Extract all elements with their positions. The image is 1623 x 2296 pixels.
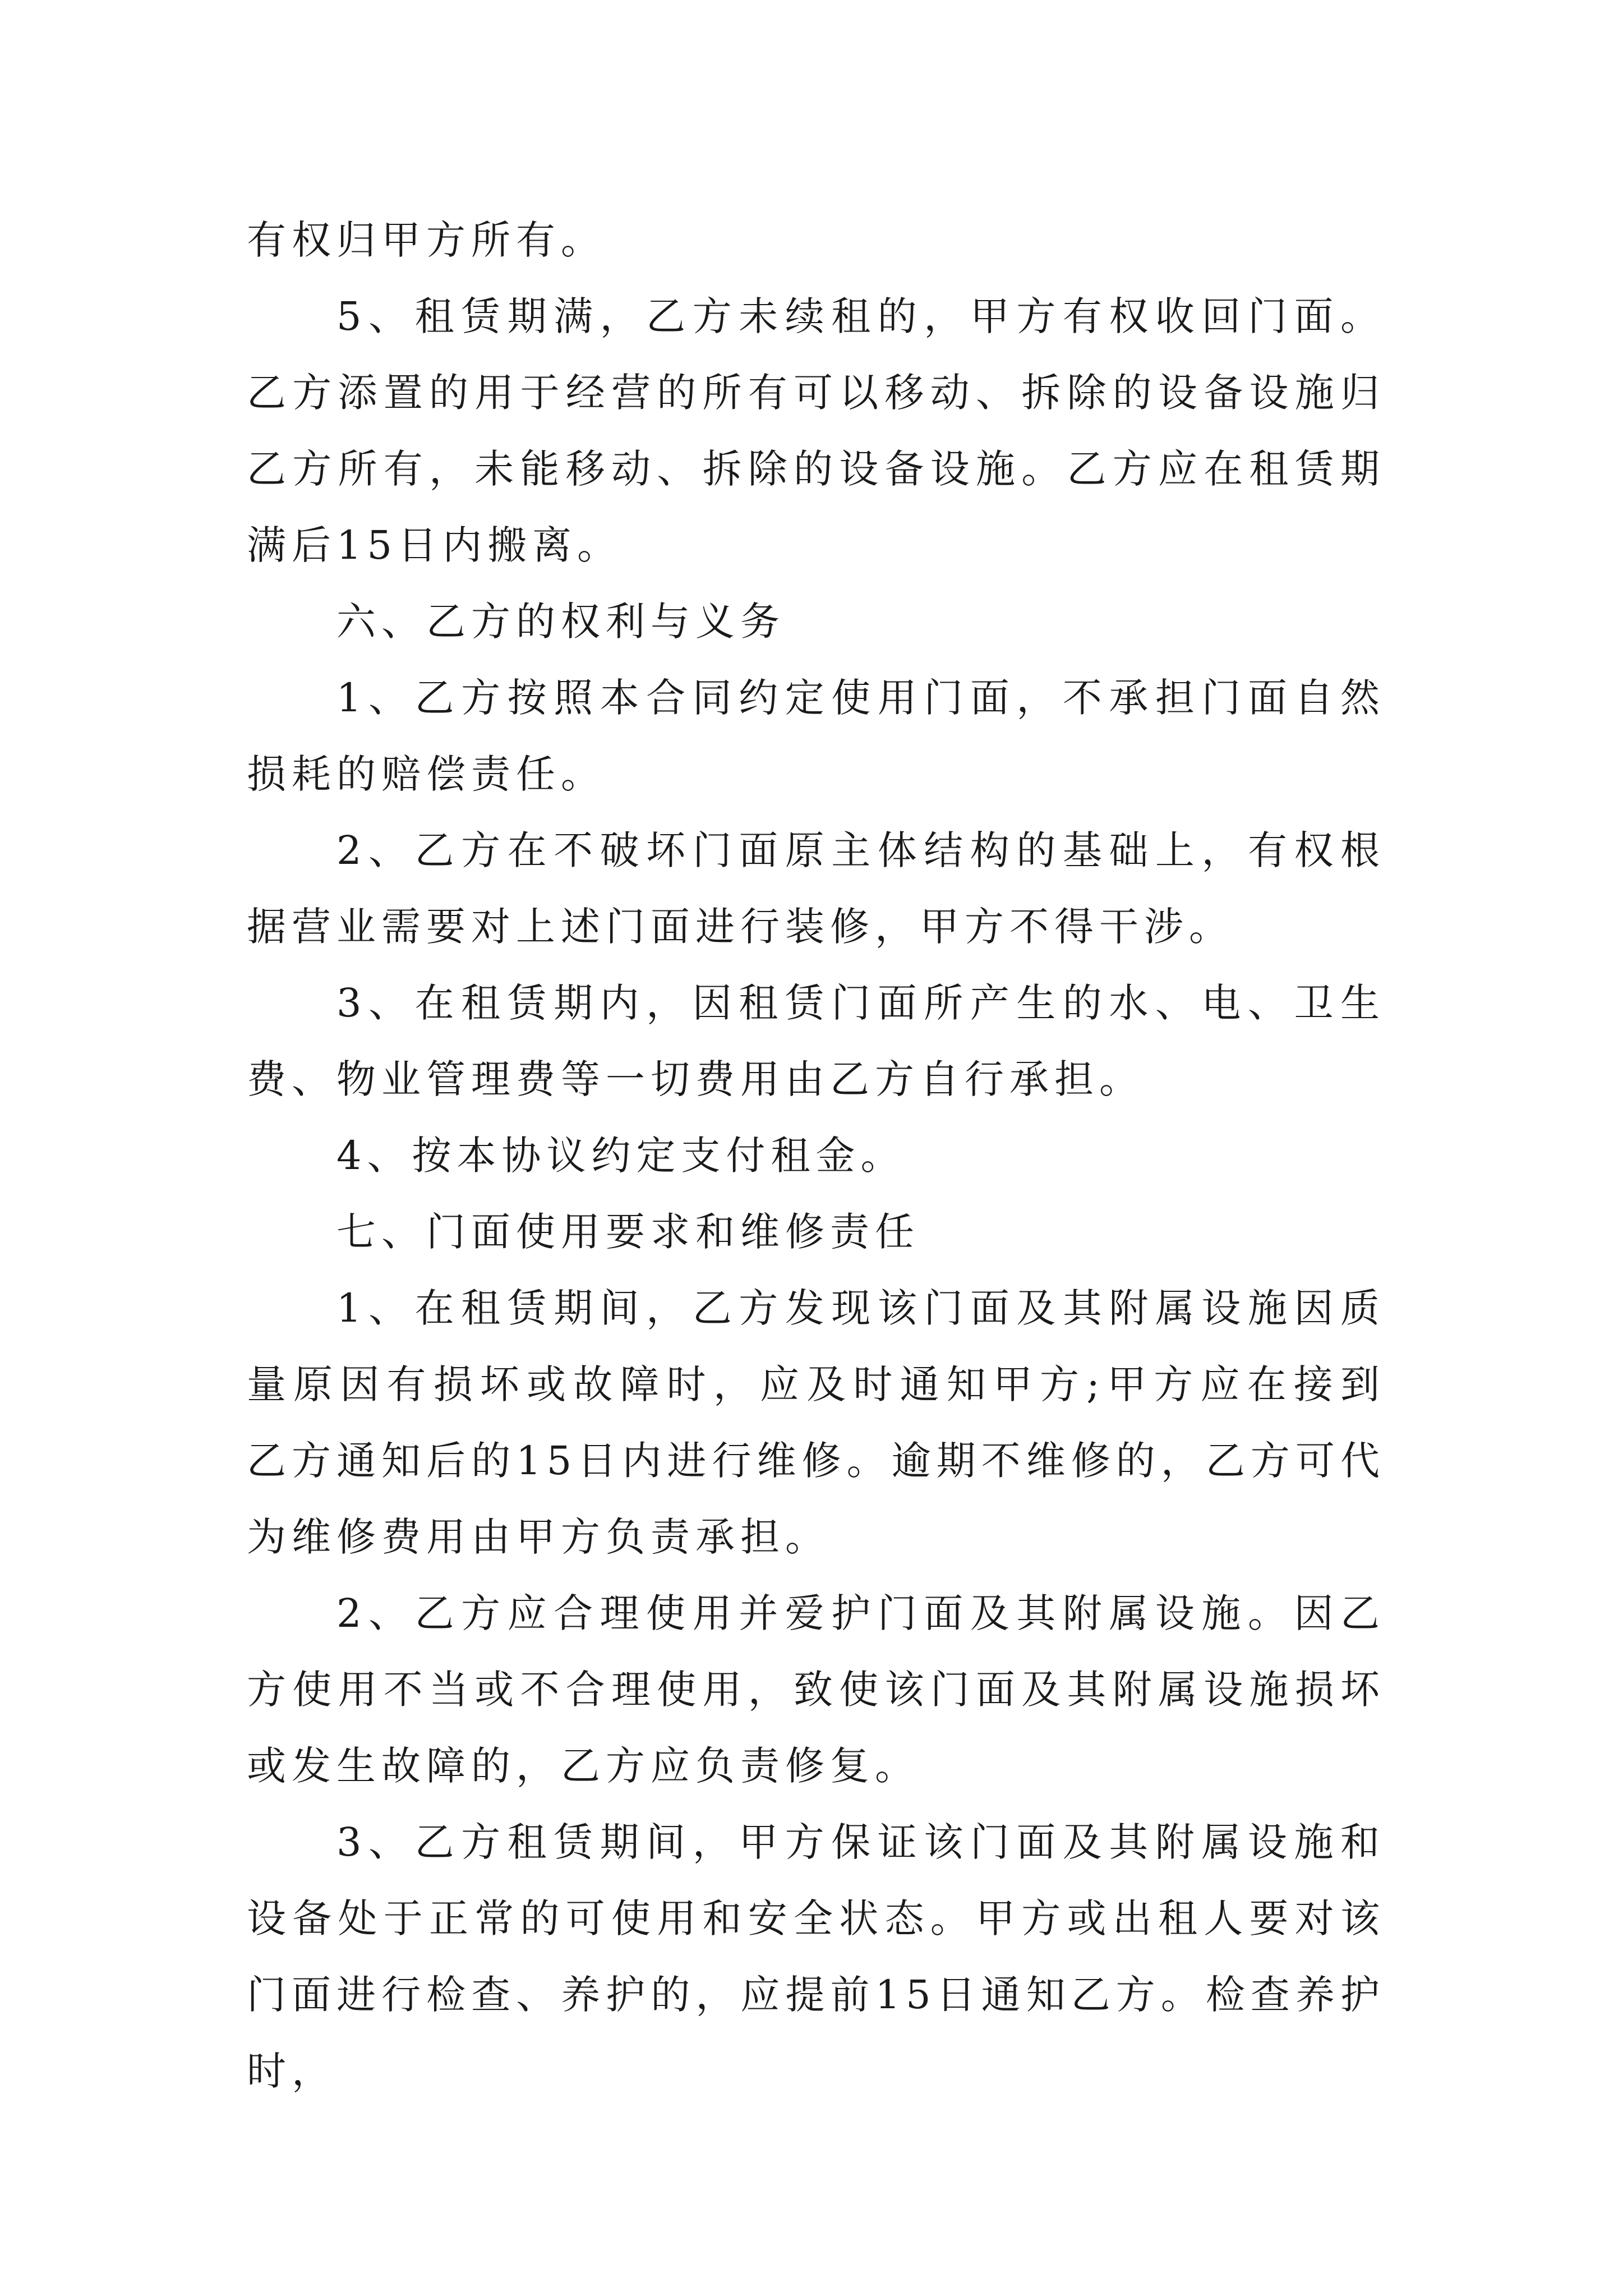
document-body — [247, 202, 1385, 2109]
section-heading-7: 七、门面使用要求和维修责任 — [336, 1209, 920, 1255]
paragraph-7-2: 2、乙方应合理使用并爱护门面及其附属设施。因乙方使用不当或不合理使用，致使该门面及其附属设施损坏或发生故障的，乙方应负责修复。 — [247, 1590, 1385, 1789]
paragraph-6-1: 1、乙方按照本合同约定使用门面，不承担门面自然损耗的赔偿责任。 — [247, 675, 1385, 797]
section-heading-6: 六、乙方的权利与义务 — [336, 599, 785, 645]
paragraph-6-4: 4、按本协议约定支付租金。 — [336, 1133, 906, 1179]
paragraph-7-1: 1、在租赁期间，乙方发现该门面及其附属设施因质量原因有损坏或故障时，应及时通知甲方;甲方应在接到乙方通知后的15日内进行维修。逾期不维修的，乙方可代为维修费用由甲方负责承担。 — [247, 1285, 1385, 1560]
paragraph-6-3: 3、在租赁期内，因租赁门面所产生的水、电、卫生费、物业管理费等一切费用由乙方自行承担。 — [247, 980, 1385, 1102]
paragraph-7-3: 3、乙方租赁期间，甲方保证该门面及其附属设施和设备处于正常的可使用和安全状态。甲方或出租人要对该门面进行检查、养护的，应提前15日通知乙方。检查养护时， — [247, 1819, 1385, 2094]
paragraph-ownership-end: 有权归甲方所有。 — [247, 217, 606, 263]
paragraph-5-lease-expiry: 5、租赁期满，乙方未续租的，甲方有权收回门面。乙方添置的用于经营的所有可以移动、拆除的设备设施归乙方所有，未能移动、拆除的设备设施。乙方应在租赁期满后15日内搬离。 — [247, 293, 1385, 568]
paragraph-6-2: 2、乙方在不破坏门面原主体结构的基础上，有权根据营业需要对上述门面进行装修，甲方不得干涉。 — [247, 827, 1385, 950]
